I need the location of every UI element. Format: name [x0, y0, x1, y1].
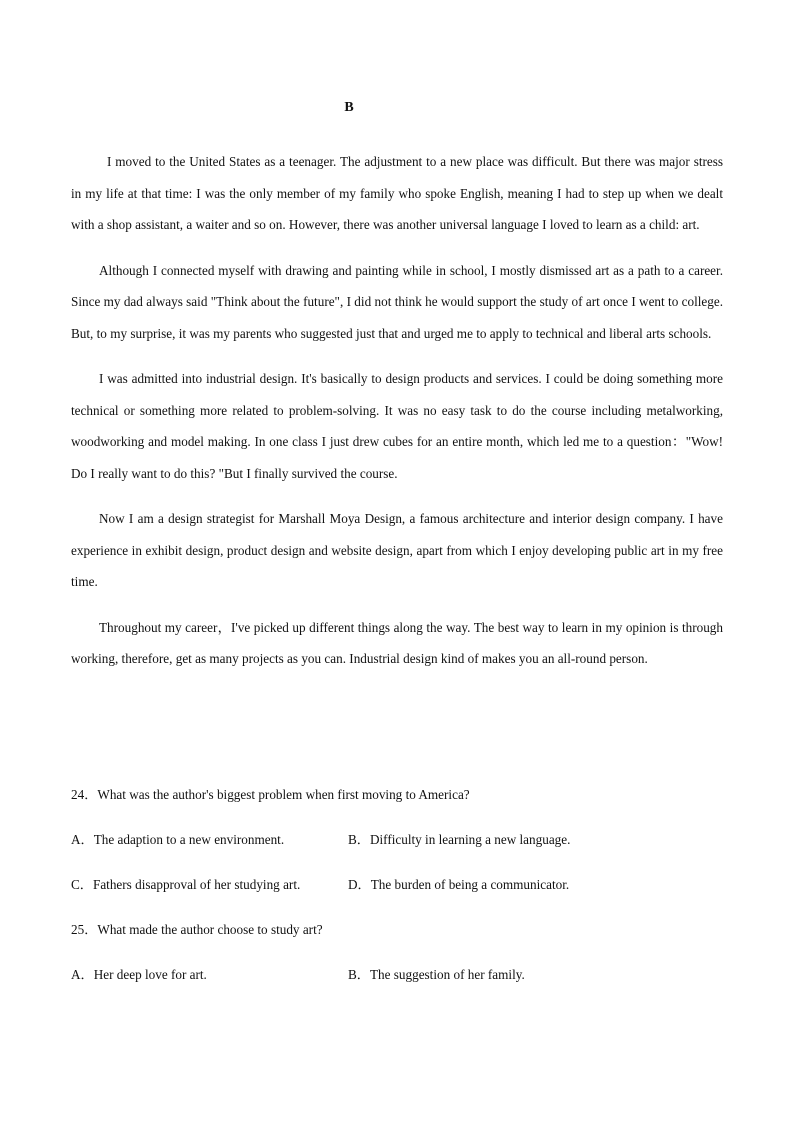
passage-paragraph-3: I was admitted into industrial design. It's basically to design products and services. I could be doing something more technical or something more related to problem-solving. It was no easy task to do the course including metalworking, woodworking and model making. In one class I just drew cubes for an entire month, which led me to a question："Wow! Do I really want to do this? "But I finally survived the course. — [71, 371, 723, 481]
passage-paragraph-2: Although I connected myself with drawing and painting while in school, I mostly dismissed art as a path to a career. Since my dad always said "Think about the future", I did not think he would support the study of art once I went to college. But, to my surprise, it was my parents who suggested just that and urged me to apply to technical and liberal arts schools. — [71, 262, 723, 341]
question-list — [71, 784, 723, 1009]
question-24-options-row-2 — [71, 874, 723, 919]
passage-paragraph-5: Throughout my career，I've picked up different things along the way. The best way to learn in my opinion is through working, therefore, get as many projects as you can. Industrial design kind of makes you an all-round person. — [71, 619, 723, 666]
section-title: B — [344, 100, 354, 115]
question-24-option-d: D．The burden of being a communicator. — [348, 877, 570, 892]
question-24-option-a: A．The adaption to a new environment. — [71, 832, 285, 847]
passage-paragraph-4: Now I am a design strategist for Marshall Moya Design, a famous architecture and interior design company. I have experience in exhibit design, product design and website design, apart from which I enjoy developing public art in my free time. — [71, 511, 723, 589]
reading-passage — [71, 146, 723, 689]
question-25-options-row-1 — [71, 964, 723, 1009]
passage-paragraph-1: I moved to the United States as a teenager. The adjustment to a new place was difficult. But there was major stress in my life at that time: I was the only member of my family who spoke English, meaning I had to step up when we dealt with a shop assistant, a waiter and so on. However, there was another universal language I loved to learn as a child: art. — [71, 154, 723, 232]
question-25-stem: 25．What made the author choose to study art? — [71, 922, 323, 937]
question-24-option-c: C．Fathers disapproval of her studying art. — [71, 877, 301, 892]
question-25-option-b: B．The suggestion of her family. — [348, 967, 525, 982]
question-24-options-row-1 — [71, 829, 723, 874]
question-24-stem: 24．What was the author's biggest problem when first moving to America? — [71, 787, 470, 802]
question-25-option-a: A．Her deep love for art. — [71, 967, 207, 982]
question-24-option-b: B．Difficulty in learning a new language. — [348, 832, 571, 847]
